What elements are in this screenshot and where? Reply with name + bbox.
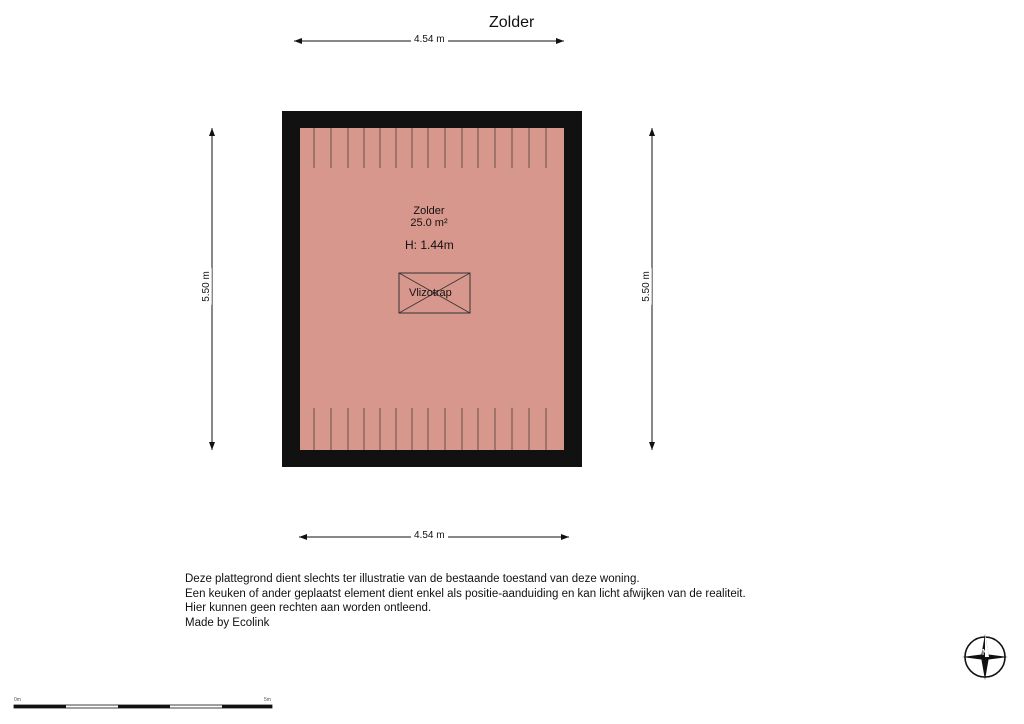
room-label — [394, 205, 464, 229]
disclaimer-line: Hier kunnen geen rechten aan worden ontleend. — [185, 602, 432, 614]
disclaimer-credit: Made by Ecolink — [185, 616, 270, 629]
compass-north-label: N — [982, 648, 988, 657]
scale-end-label: 5m — [264, 697, 271, 703]
dimension-label-bottom: 4.54 m — [411, 530, 448, 541]
disclaimer-text — [185, 572, 746, 630]
room-area: 25.0 m² — [410, 217, 448, 229]
disclaimer-line: Deze plattegrond dient slechts ter illustratie van de bestaande toestand van deze woning. — [185, 573, 640, 585]
scale-start-label: 0m — [14, 697, 21, 703]
page-title: Zolder — [489, 14, 535, 31]
room-height: H: 1.44m — [405, 238, 454, 252]
dimension-label-right: 5.50 m — [641, 268, 652, 305]
dimension-label-top: 4.54 m — [411, 34, 448, 45]
disclaimer-line: Een keuken of ander geplaatst element dient enkel als positie-aanduiding en kan licht afwijken van de realiteit. — [185, 587, 746, 600]
dimension-label-left: 5.50 m — [201, 268, 212, 305]
attic-ladder-label: Vlizotrap — [409, 287, 452, 299]
room-name: Zolder — [413, 205, 445, 217]
scale-bar — [14, 705, 272, 708]
compass-rose — [962, 634, 1008, 680]
